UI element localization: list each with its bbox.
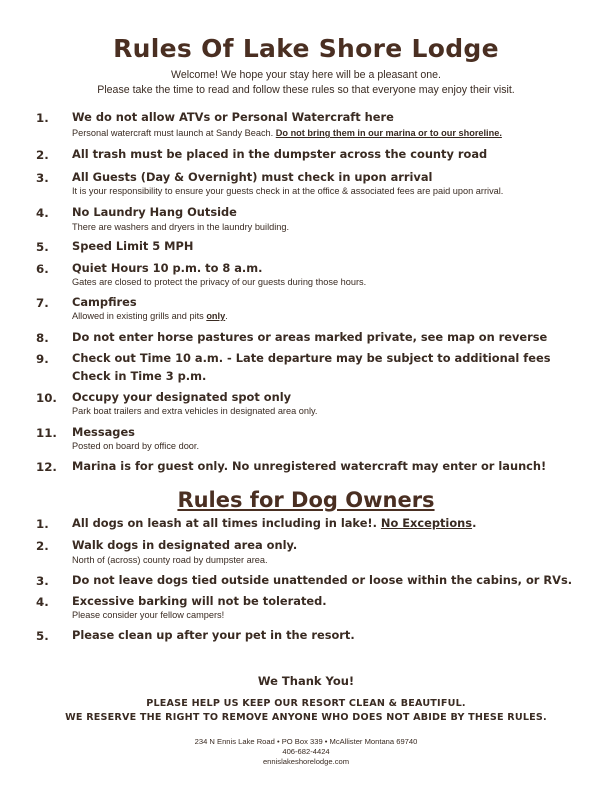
rule-number: 4. bbox=[36, 206, 49, 220]
rule-detail bbox=[72, 311, 228, 321]
welcome-message bbox=[0, 68, 612, 97]
dog-rule-number: 2. bbox=[36, 539, 49, 553]
rule-heading: All Guests (Day & Overnight) must check in upon arrival bbox=[72, 170, 433, 184]
rule-detail: Posted on board by office door. bbox=[72, 441, 200, 451]
welcome-line-2: Please take the time to read and follow these rules so that everyone may enjoy their visit. bbox=[97, 83, 515, 96]
contact-phone: 406-682-4424 bbox=[282, 747, 330, 756]
dog-rules-title: Rules for Dog Owners bbox=[177, 488, 435, 512]
welcome-line-1: Welcome! We hope your stay here will be a pleasant one. bbox=[171, 69, 441, 81]
dog-rule-detail: North of (across) county road by dumpster area. bbox=[72, 555, 268, 565]
dog-rule-heading-end: . bbox=[472, 516, 477, 530]
dog-rule-number: 1. bbox=[36, 517, 49, 531]
rule-number: 2. bbox=[36, 148, 49, 162]
rule-heading: Do not enter horse pastures or areas marked private, see map on reverse bbox=[72, 330, 548, 344]
rule-detail-emphasis: only bbox=[206, 311, 226, 321]
rule-heading: Marina is for guest only. No unregistered watercraft may enter or launch! bbox=[72, 459, 547, 473]
dog-rule-heading: Excessive barking will not be tolerated. bbox=[72, 594, 327, 608]
rule-detail-end: . bbox=[225, 311, 228, 321]
contact-address: 234 N Ennis Lake Road • PO Box 339 • McAllister Montana 69740 bbox=[194, 737, 418, 746]
rule-heading: Quiet Hours 10 p.m. to 8 a.m. bbox=[72, 261, 263, 275]
rule-number: 8. bbox=[36, 331, 49, 345]
dog-rule-heading-emphasis: No Exceptions bbox=[380, 516, 473, 530]
closing-line-2: WE RESERVE THE RIGHT TO REMOVE ANYONE WHO DOES NOT ABIDE BY THESE RULES. bbox=[65, 712, 547, 723]
rule-heading: Campfires bbox=[72, 295, 137, 309]
rule-number: 12. bbox=[36, 460, 57, 474]
rule-number: 10. bbox=[36, 391, 57, 405]
rule-number: 11. bbox=[36, 426, 57, 440]
rule-heading-line-2: Check in Time 3 p.m. bbox=[72, 369, 207, 383]
rule-heading: All trash must be placed in the dumpster across the county road bbox=[72, 147, 488, 161]
thank-you: We Thank You! bbox=[257, 674, 355, 688]
rule-detail-text: Personal watercraft must launch at Sandy Beach. bbox=[72, 128, 276, 138]
dog-rule-heading: Please clean up after your pet in the resort. bbox=[72, 628, 355, 642]
dog-rule-heading: Walk dogs in designated area only. bbox=[72, 538, 298, 552]
rule-detail: It is your responsibility to ensure your guests check in at the office & associated fees are paid upon arrival. bbox=[72, 186, 504, 196]
closing-line-1: PLEASE HELP US KEEP OUR RESORT CLEAN & BEAUTIFUL. bbox=[146, 698, 466, 709]
rule-heading: Speed Limit 5 MPH bbox=[72, 239, 194, 253]
rule-number: 9. bbox=[36, 352, 49, 366]
rule-number: 5. bbox=[36, 240, 49, 254]
rule-number: 3. bbox=[36, 171, 49, 185]
rule-heading: We do not allow ATVs or Personal Watercraft here bbox=[72, 110, 394, 124]
rule-detail: There are washers and dryers in the laundry building. bbox=[72, 222, 290, 232]
dog-rule-number: 5. bbox=[36, 629, 49, 643]
rule-detail-text: Allowed in existing grills and pits bbox=[72, 311, 207, 321]
rule-number: 6. bbox=[36, 262, 49, 276]
dog-rule-number: 4. bbox=[36, 595, 49, 609]
rule-detail-emphasis: Do not bring them in our marina or to our shoreline. bbox=[275, 128, 502, 138]
dog-rule-heading-text: All dogs on leash at all times including in lake!. bbox=[72, 516, 381, 530]
dog-rule-heading bbox=[72, 516, 476, 530]
rule-detail: Park boat trailers and extra vehicles in designated area only. bbox=[72, 406, 318, 416]
rule-number: 1. bbox=[36, 111, 49, 125]
rule-heading: No Laundry Hang Outside bbox=[72, 205, 237, 219]
dog-rule-detail: Please consider your fellow campers! bbox=[72, 610, 225, 620]
rule-detail: Gates are closed to protect the privacy of our guests during those hours. bbox=[72, 277, 367, 287]
dog-rule-heading: Do not leave dogs tied outside unattended or loose within the cabins, or RVs. bbox=[72, 573, 573, 587]
rule-heading: Occupy your designated spot only bbox=[72, 390, 292, 404]
page-title: Rules Of Lake Shore Lodge bbox=[113, 34, 499, 63]
contact-website: ennislakeshorelodge.com bbox=[262, 757, 350, 766]
rule-heading: Check out Time 10 a.m. - Late departure may be subject to additional fees bbox=[72, 351, 551, 365]
rule-detail bbox=[72, 128, 502, 138]
rule-number: 7. bbox=[36, 296, 49, 310]
rule-heading: Messages bbox=[72, 425, 135, 439]
dog-rule-number: 3. bbox=[36, 574, 49, 588]
